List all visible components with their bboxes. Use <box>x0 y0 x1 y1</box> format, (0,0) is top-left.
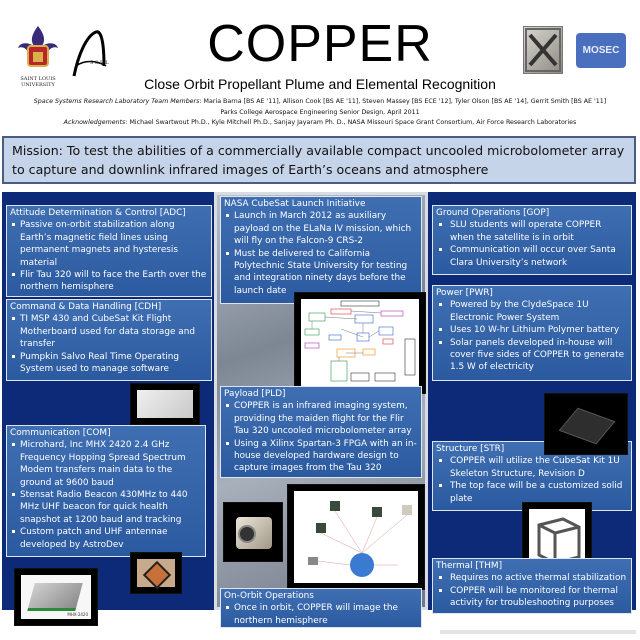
section-title: Command & Data Handling [CDH] <box>10 302 162 312</box>
bullet-list <box>436 455 628 505</box>
bullet-item: Uses 10 W-hr Lithium Polymer battery <box>436 324 628 336</box>
bullet-item: Communication will occur over Santa Clara University’s network <box>436 244 628 269</box>
course-line: Parks College Aerospace Engineering Senior Design, April 2011 <box>220 108 420 116</box>
mission-statement: Mission: To test the abilities of a commercially available compact uncooled microbolometer array to capture and downlink infrared images of Earth’s oceans and atmosphere <box>2 136 636 184</box>
bullet-list <box>10 313 208 375</box>
section-title: Ground Operations [GOP] <box>436 208 550 218</box>
poster-subtitle: Close Orbit Propellant Plume and Elemental Recognition <box>144 76 496 92</box>
section-thm <box>432 558 632 614</box>
mosec-logo: MOSEC <box>576 33 626 68</box>
section-title: On-Orbit Operations <box>224 591 314 601</box>
flir-camera-photo <box>223 502 283 562</box>
poster-title: COPPER <box>207 15 433 73</box>
ack-label: Acknowledgements <box>63 119 126 126</box>
bullet-list <box>436 299 628 373</box>
bullet-item: The top face will be a customized solid plate <box>436 480 628 505</box>
system-diagram-chart-icon <box>301 299 419 387</box>
bullet-list <box>436 572 628 609</box>
section-title: Thermal [THM] <box>436 561 503 571</box>
team-line <box>0 97 640 108</box>
section-adc <box>6 205 212 297</box>
bullet-item: Launch in March 2012 as auxiliary payload on the ELaNa IV mission, which will fly on the Falcon-9 CRS-2 <box>224 210 418 247</box>
credits <box>0 97 640 129</box>
on-orbit-operations-diagram <box>287 484 425 590</box>
section-ops <box>220 588 422 628</box>
bullet-item: Using a Xilinx Spartan-3 FPGA with an in-house developed hardware design to capture images from the Tau 320 <box>224 438 418 475</box>
ack-line <box>0 118 640 129</box>
bullet-item: COPPER will be monitored for thermal activity for troubleshooting purposes <box>436 585 628 610</box>
section-gop <box>432 205 632 275</box>
bullet-item: Requires no active thermal stabilization <box>436 572 628 584</box>
section-com <box>6 425 206 557</box>
section-pld <box>220 386 422 478</box>
section-pwr <box>432 285 632 381</box>
bullet-item: SLU students will operate COPPER when the satellite is in orbit <box>436 219 628 244</box>
bullet-item: TI MSP 430 and CubeSat Kit Flight Motherboard used for data storage and transfer <box>10 313 208 350</box>
bullet-list <box>10 219 208 293</box>
cubesat-photo <box>523 26 563 74</box>
motherboard-photo <box>130 383 200 425</box>
bullet-item: Custom patch and UHF antennae developed by AstroDev <box>10 526 202 551</box>
ssrl-wordmark: S·S·R·L <box>90 60 109 66</box>
footer-fine-print <box>440 630 636 634</box>
bullet-item: Once in orbit, COPPER will image the northern hemisphere <box>224 602 418 627</box>
bullet-item: COPPER is an infrared imaging system, providing the maiden flight for the Flir Tau 320 uncooled microbolometer array <box>224 400 418 437</box>
section-title: Power [PWR] <box>436 288 493 298</box>
bullet-item: Flir Tau 320 will to face the Earth over the northern hemisphere <box>10 269 208 294</box>
top-plate-shape <box>559 408 616 445</box>
bullet-item: COPPER will utilize the CubeSat Kit 1U Skeleton Structure, Revision D <box>436 455 628 480</box>
section-title: Communication [COM] <box>10 428 111 438</box>
section-title: Structure [STR] <box>436 444 505 454</box>
section-title: Attitude Determination & Control [ADC] <box>10 208 186 218</box>
bullet-item: Solar panels developed in-house will cover five sides of COPPER to generate 1.5 W of electricity <box>436 337 628 374</box>
bullet-item: Must be delivered to California Polytechnic State University for testing and integration ninety days before the launch date <box>224 248 418 298</box>
bullet-item: Passive on-orbit stabilization along Earth’s magnetic field lines using permanent magnets and hysteresis material <box>10 219 208 269</box>
section-cdh <box>6 299 212 381</box>
modem-photo <box>14 568 98 626</box>
slu-line1: SAINT LOUIS <box>20 76 56 82</box>
section-title: Payload [PLD] <box>224 389 286 399</box>
team-members: : Maria Barna [BS AE '11], Allison Cook [BS AE '11], Steven Massey [BS ECE '12], Tyler Olson [BS AE '14], Gerrit Smith [BS AE '11] <box>199 98 607 105</box>
bullet-item: Stensat Radio Beacon 430MHz to 440 MHz UHF beacon for quick health snapshot at 1200 baud and tracking <box>10 489 202 526</box>
top-plate-photo <box>544 393 628 455</box>
bullet-list <box>224 210 418 297</box>
patch-antenna-photo <box>130 552 182 594</box>
orbit-ops-chart-icon <box>294 491 418 583</box>
modem-shape <box>27 583 83 611</box>
bullet-list <box>10 439 202 551</box>
section-nasa <box>220 196 422 304</box>
system-diagram <box>294 292 426 394</box>
section-title: NASA CubeSat Launch Initiative <box>224 199 366 209</box>
ack-text: : Michael Swartwout Ph.D., Kyle Mitchell Ph.D., Sanjay Jayaram Ph. D., NASA Missouri Space Grant Consortium, Air Force Research Laboratories <box>125 119 577 126</box>
bullet-list <box>224 400 418 474</box>
camera-lens <box>238 525 256 543</box>
bullet-list <box>436 219 628 269</box>
team-label: Space Systems Research Laboratory Team Members <box>33 98 200 105</box>
slu-line2: UNIVERSITY <box>21 82 55 88</box>
bullet-item: Microhard, Inc MHX 2420 2.4 GHz Frequency Hopping Spread Spectrum Modem transfers main data to the ground at 9600 baud <box>10 439 202 489</box>
bullet-item: Pumpkin Salvo Real Time Operating System used to manage software <box>10 351 208 376</box>
patch-antenna-shape <box>143 561 171 589</box>
bullet-item: Powered by the ClydeSpace 1U Electronic Power System <box>436 299 628 324</box>
bullet-list <box>224 602 418 627</box>
modem-label: MHX-2420 <box>67 612 88 617</box>
cubesat-x-frame-icon <box>524 27 562 73</box>
